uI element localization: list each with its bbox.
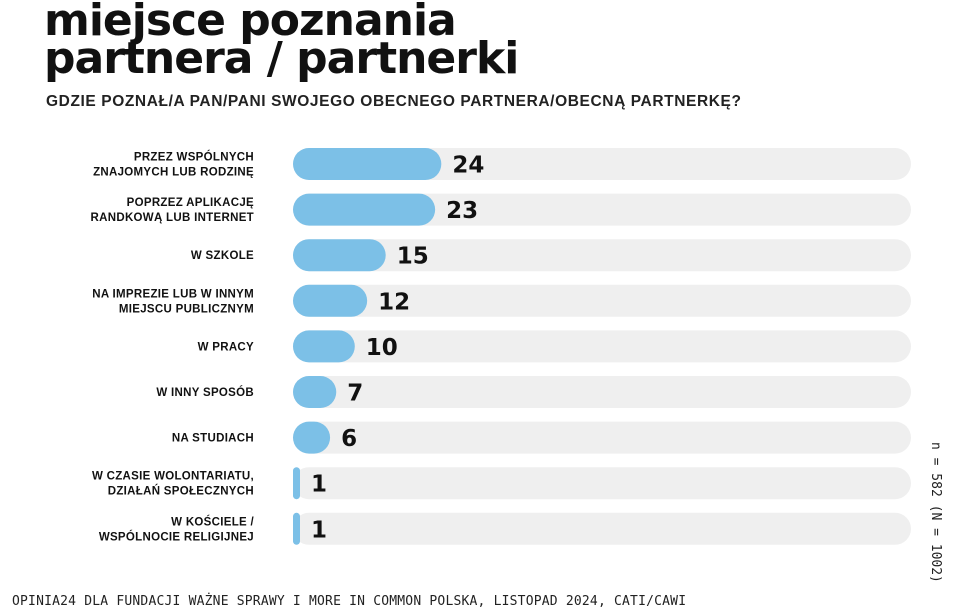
value-label: 24: [452, 152, 485, 179]
chart-title-line-2: partnera / partnerki: [44, 33, 519, 84]
category-label: W PRACY: [197, 341, 254, 354]
value-label: 7: [347, 380, 364, 407]
sample-size-note: n = 582 (N = 1002): [928, 442, 943, 583]
category-label: DZIAŁAŃ SPOŁECZNYCH: [107, 485, 254, 498]
bar: [293, 467, 300, 499]
category-label: W CZASIE WOLONTARIATU,: [91, 470, 254, 483]
category-label: W SZKOLE: [190, 250, 254, 263]
bar: [293, 422, 330, 454]
chart-subtitle: GDZIE POZNAŁ/A PAN/PANI SWOJEGO OBECNEGO PARTNERA/OBECNĄ PARTNERKĘ?: [46, 93, 742, 110]
value-label: 15: [396, 243, 429, 270]
category-label: ZNAJOMYCH LUB RODZINĘ: [93, 166, 254, 179]
value-label: 1: [311, 517, 328, 544]
value-label: 1: [311, 471, 328, 498]
category-label: MIEJSCU PUBLICZNYM: [118, 303, 254, 316]
chart-title-line-1: miejsce poznania: [44, 0, 456, 46]
category-label: PRZEZ WSPÓLNYCH: [133, 151, 254, 164]
category-label: NA STUDIACH: [171, 432, 254, 445]
source-note: OPINIA24 DLA FUNDACJI WAŻNE SPRAWY I MORE IN COMMON POLSKA, LISTOPAD 2024, CATI/CAWI: [12, 594, 687, 609]
bar: [293, 376, 336, 408]
bar: [293, 513, 300, 545]
bar-track: [293, 513, 911, 545]
bar: [293, 285, 367, 317]
value-label: 6: [341, 426, 358, 453]
category-label: RANDKOWĄ LUB INTERNET: [90, 212, 254, 225]
bar-track: [293, 422, 911, 454]
bar-track: [293, 467, 911, 499]
bar: [293, 330, 355, 362]
bar: [293, 148, 441, 180]
category-label: NA IMPREZIE LUB W INNYM: [92, 288, 254, 301]
category-label: POPRZEZ APLIKACJĘ: [126, 197, 254, 210]
bar: [293, 194, 435, 226]
value-label: 23: [446, 198, 479, 225]
value-label: 10: [365, 334, 398, 361]
category-label: W INNY SPOSÓB: [156, 387, 254, 399]
bar-track: [293, 376, 911, 408]
value-label: 12: [378, 289, 411, 316]
category-label: W KOŚCIELE /: [171, 516, 254, 529]
bar: [293, 239, 386, 271]
category-label: WSPÓLNOCIE RELIGIJNEJ: [98, 531, 254, 544]
